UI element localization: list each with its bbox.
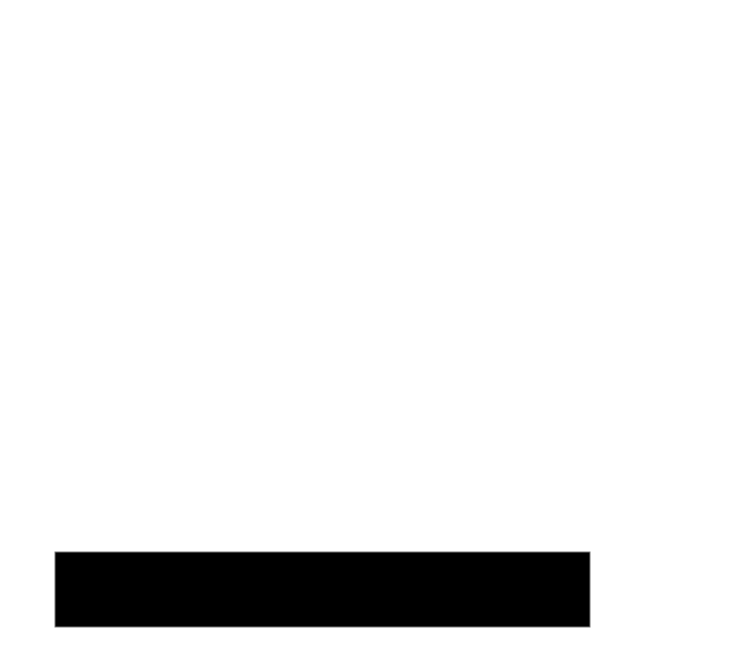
footer-banner bbox=[55, 552, 590, 627]
